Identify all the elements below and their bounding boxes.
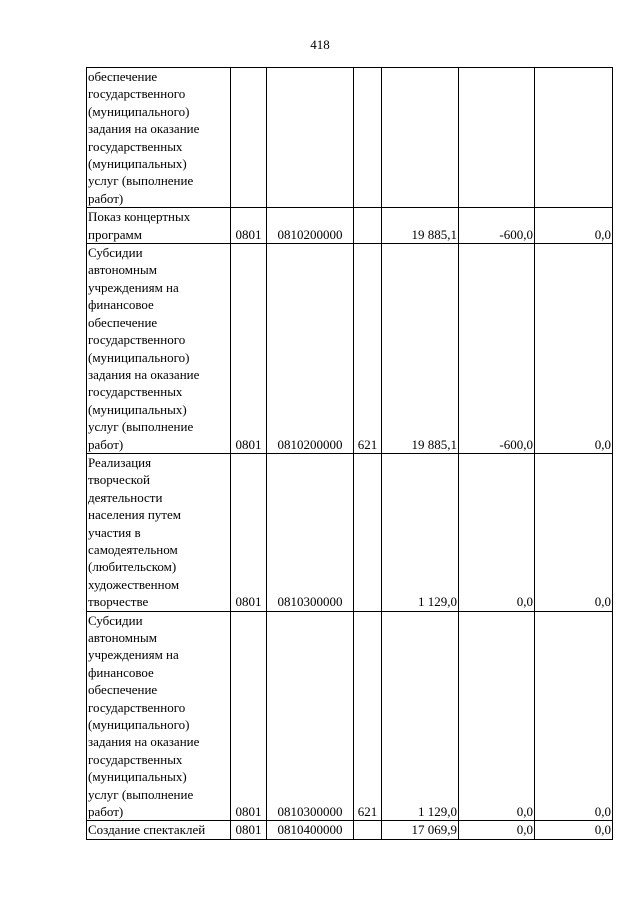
description-line: (муниципальных) xyxy=(88,769,187,785)
amount-1-cell: 17 069,9 xyxy=(382,821,459,839)
target-article-cell: 0810400000 xyxy=(267,821,354,839)
table-row xyxy=(87,821,613,839)
amount-1-cell: 1 129,0 xyxy=(382,611,459,821)
description-line: задания на оказание xyxy=(88,121,200,137)
amount-3-cell: 0,0 xyxy=(535,611,613,821)
description-line: учреждениям на xyxy=(88,279,179,295)
section-code-cell: 0801 xyxy=(231,453,267,611)
description-line: работ) xyxy=(88,804,124,820)
amount-3-cell: 0,0 xyxy=(535,244,613,454)
description-line: (муниципального) xyxy=(88,349,190,365)
description-line: услуг (выполнение xyxy=(88,173,194,189)
description-line: обеспечение xyxy=(88,314,158,330)
amount-1-cell: 19 885,1 xyxy=(382,244,459,454)
description-cell xyxy=(87,821,231,839)
description-line: Субсидии xyxy=(88,245,143,261)
description-line: участия в xyxy=(88,524,141,540)
description-line: Реализация xyxy=(88,454,152,470)
amount-1-cell xyxy=(382,68,459,208)
description-line: Субсидии xyxy=(88,612,143,628)
table-row xyxy=(87,244,613,454)
description-line: самодеятельном xyxy=(88,541,178,557)
target-article-cell: 0810300000 xyxy=(267,453,354,611)
section-code-cell: 0801 xyxy=(231,821,267,839)
section-code-cell: 0801 xyxy=(231,611,267,821)
description-line: финансовое xyxy=(88,297,154,313)
target-article-cell: 0810200000 xyxy=(267,244,354,454)
description-line: художественном xyxy=(88,576,180,592)
section-code-cell xyxy=(231,68,267,208)
description-line: учреждениям на xyxy=(88,647,179,663)
description-line: Показ концертных xyxy=(88,209,191,225)
description-line: государственных xyxy=(88,751,183,767)
description-cell xyxy=(87,244,231,454)
section-code-cell: 0801 xyxy=(231,208,267,244)
description-line: государственного xyxy=(88,332,186,348)
table-row xyxy=(87,68,613,208)
description-line: программ xyxy=(88,226,143,242)
amount-3-cell: 0,0 xyxy=(535,208,613,244)
table-row xyxy=(87,611,613,821)
description-line: творчестве xyxy=(88,594,149,610)
description-line: автономным xyxy=(88,630,157,645)
amount-2-cell: 0,0 xyxy=(459,453,535,611)
description-cell xyxy=(87,611,231,821)
target-article-cell: 0810200000 xyxy=(267,208,354,244)
description-line: (муниципальных) xyxy=(88,156,187,172)
target-article-cell: 0810300000 xyxy=(267,611,354,821)
description-line: финансовое xyxy=(88,664,154,680)
amount-3-cell: 0,0 xyxy=(535,821,613,839)
budget-table xyxy=(86,67,613,840)
description-line: населения путем xyxy=(88,507,181,523)
table-row xyxy=(87,453,613,611)
description-line: обеспечение xyxy=(88,69,158,84)
description-cell xyxy=(87,68,231,208)
amount-2-cell: 0,0 xyxy=(459,821,535,839)
amount-3-cell xyxy=(535,68,613,208)
description-line: (любительском) xyxy=(88,559,177,575)
expense-type-cell xyxy=(354,821,382,839)
description-line: государственных xyxy=(88,138,183,154)
amount-2-cell xyxy=(459,68,535,208)
description-line: (муниципального) xyxy=(88,717,190,733)
amount-2-cell: -600,0 xyxy=(459,208,535,244)
description-line: творческой xyxy=(88,472,150,488)
description-line: государственного xyxy=(88,699,186,715)
amount-2-cell: -600,0 xyxy=(459,244,535,454)
description-line: работ) xyxy=(88,436,124,452)
description-line: (муниципального) xyxy=(88,103,190,119)
description-cell xyxy=(87,453,231,611)
description-line: услуг (выполнение xyxy=(88,786,194,802)
description-line: государственных xyxy=(88,384,183,400)
table-row xyxy=(87,208,613,244)
description-line: обеспечение xyxy=(88,682,158,698)
description-line: задания на оказание xyxy=(88,734,200,750)
description-line: работ) xyxy=(88,190,124,206)
expense-type-cell xyxy=(354,68,382,208)
expense-type-cell: 621 xyxy=(354,244,382,454)
expense-type-cell xyxy=(354,453,382,611)
amount-2-cell: 0,0 xyxy=(459,611,535,821)
description-cell xyxy=(87,208,231,244)
page-number: 418 xyxy=(310,37,330,52)
expense-type-cell xyxy=(354,208,382,244)
amount-1-cell: 1 129,0 xyxy=(382,453,459,611)
amount-1-cell: 19 885,1 xyxy=(382,208,459,244)
table-body xyxy=(87,68,613,840)
description-line: услуг (выполнение xyxy=(88,419,194,435)
target-article-cell xyxy=(267,68,354,208)
description-line: деятельности xyxy=(88,489,163,505)
description-line: Создание спектаклей xyxy=(88,822,206,838)
expense-type-cell: 621 xyxy=(354,611,382,821)
description-line: государственного xyxy=(88,86,186,102)
amount-3-cell: 0,0 xyxy=(535,453,613,611)
section-code-cell: 0801 xyxy=(231,244,267,454)
description-line: (муниципальных) xyxy=(88,401,187,417)
description-line: задания на оказание xyxy=(88,366,200,382)
description-line: автономным xyxy=(88,262,157,278)
